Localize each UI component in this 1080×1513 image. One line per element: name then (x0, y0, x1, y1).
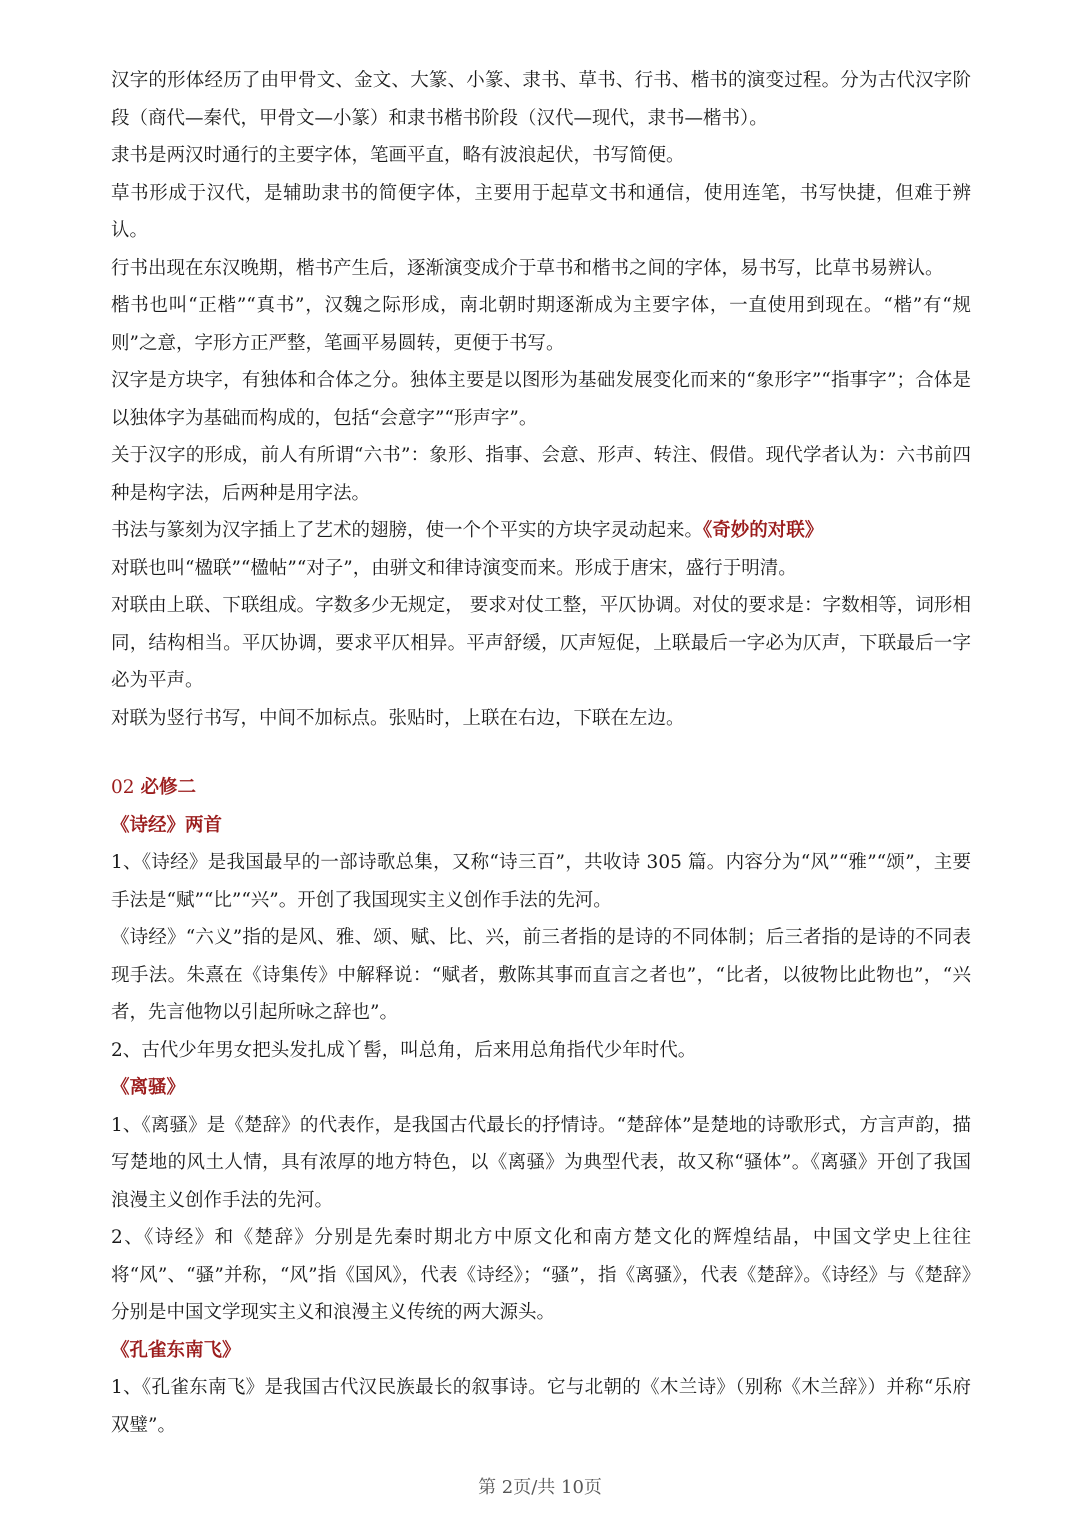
paragraph-lishu: 隶书是两汉时通行的主要字体，笔画平直，略有波浪起伏，书写简便。 (111, 145, 685, 166)
paragraph-kongque-1: 1、《孔雀东南飞》是我国古代汉民族最长的叙事诗。它与北朝的《木兰诗》（别称《木兰辞》）并称“乐府双璧”。 (111, 1377, 971, 1436)
section-number: 02 (111, 777, 135, 798)
paragraph-hanzi-evolution: 汉字的形体经历了由甲骨文、金文、大篆、小篆、隶书、草书、行书、楷书的演变过程。分为古代汉字阶段（商代—秦代，甲骨文—小篆）和隶书楷书阶段（汉代—现代，隶书—楷书）。 (111, 70, 971, 129)
subheading-kongque: 《孔雀东南飞》 (111, 1339, 241, 1361)
section-heading-bixiu2 (111, 769, 971, 807)
paragraph-shijing-1: 1、《诗经》是我国最早的一部诗歌总集，又称“诗三百”，共收诗 305 篇。内容分为“风”“雅”“颂”，主要手法是“赋”“比”“兴”。开创了我国现实主义创作手法的先河。 (111, 852, 971, 911)
paragraph-lisao-1: 1、《离骚》是《楚辞》的代表作，是我国古代最长的抒情诗。“楚辞体”是楚地的诗歌形式，方言声韵，描写楚地的风土人情，具有浓厚的地方特色，以《离骚》为典型代表，故又称“骚体”。《离骚》开创了我国浪漫主义创作手法的先河。 (111, 1114, 971, 1211)
page-number: 第 2页/共 10页 (478, 1477, 602, 1498)
paragraph-kaishu: 楷书也叫“正楷”“真书”，汉魏之际形成，南北朝时期逐渐成为主要字体，一直使用到现在。“楷”有“规则”之意，字形方正严整，笔画平易圆转，更便于书写。 (111, 295, 971, 354)
subheading-shijing: 《诗经》两首 (111, 814, 223, 836)
subheading-lisao: 《离骚》 (111, 1077, 186, 1098)
paragraph-xingshu: 行书出现在东汉晚期，楷书产生后，逐渐演变成介于草书和楷书之间的字体，易书写，比草书易辨认。 (111, 257, 944, 279)
paragraph-shijing-liuyi: 《诗经》“六义”指的是风、雅、颂、赋、比、兴，前三者指的是诗的不同体制；后三者指的是诗的不同表现手法。朱熹在《诗集传》中解释说：“赋者，敷陈其事而直言之者也”，“比者，以彼物比此物也”，“兴者，先言他物以引起所咏之辞也”。 (111, 927, 971, 1023)
paragraph-duilian-rules: 对联由上联、下联组成。字数多少无规定， 要求对仗工整，平仄协调。对仗的要求是：字数相等，词形相同，结构相当。平仄协调，要求平仄相异。平声舒缓，仄声短促，上联最后一字必为仄声，下联最后一字必为平声。 (111, 595, 971, 691)
section-spacer (111, 737, 971, 769)
shufa-text: 书法与篆刻为汉字插上了艺术的翅膀，使一个个平实的方块字灵动起来。 (111, 520, 704, 541)
paragraph-liushu: 关于汉字的形成，前人有所谓“六书”：象形、指事、会意、形声、转注、假借。现代学者认为：六书前四种是构字法，后两种是用字法。 (111, 445, 971, 504)
paragraph-duilian-posting: 对联为竖行书写，中间不加标点。张贴时，上联在右边，下联在左边。 (111, 707, 685, 729)
document-body (111, 62, 971, 1444)
paragraph-lisao-2: 2、《诗经》和《楚辞》分别是先秦时期北方中原文化和南方楚文化的辉煌结晶，中国文学史上往往将“风”、“骚”并称，“风”指《国风》，代表《诗经》；“骚”，指《离骚》，代表《楚辞》。《诗经》与《楚辞》分别是中国文学现实主义和浪漫主义传统的两大源头。 (111, 1227, 971, 1323)
section-title: 必修二 (140, 777, 196, 798)
paragraph-shijing-2: 2、古代少年男女把头发扎成丫髻，叫总角，后来用总角指代少年时代。 (111, 1039, 697, 1061)
paragraph-caoshu: 草书形成于汉代，是辅助隶书的简便字体，主要用于起草文书和通信，使用连笔，书写快捷，但难于辨认。 (111, 182, 971, 241)
duilian-heading: 《奇妙的对联》 (703, 520, 824, 541)
paragraph-fangkuaizi: 汉字是方块字，有独体和合体之分。独体主要是以图形为基础发展变化而来的“象形字”“指事字”；合体是以独体字为基础而构成的，包括“会意字”“形声字”。 (111, 370, 971, 429)
paragraph-duilian-names: 对联也叫“楹联”“楹帖”“对子”，由骈文和律诗演变而来。形成于唐宋，盛行于明清。 (111, 557, 797, 579)
paragraph-shufa (111, 512, 971, 550)
